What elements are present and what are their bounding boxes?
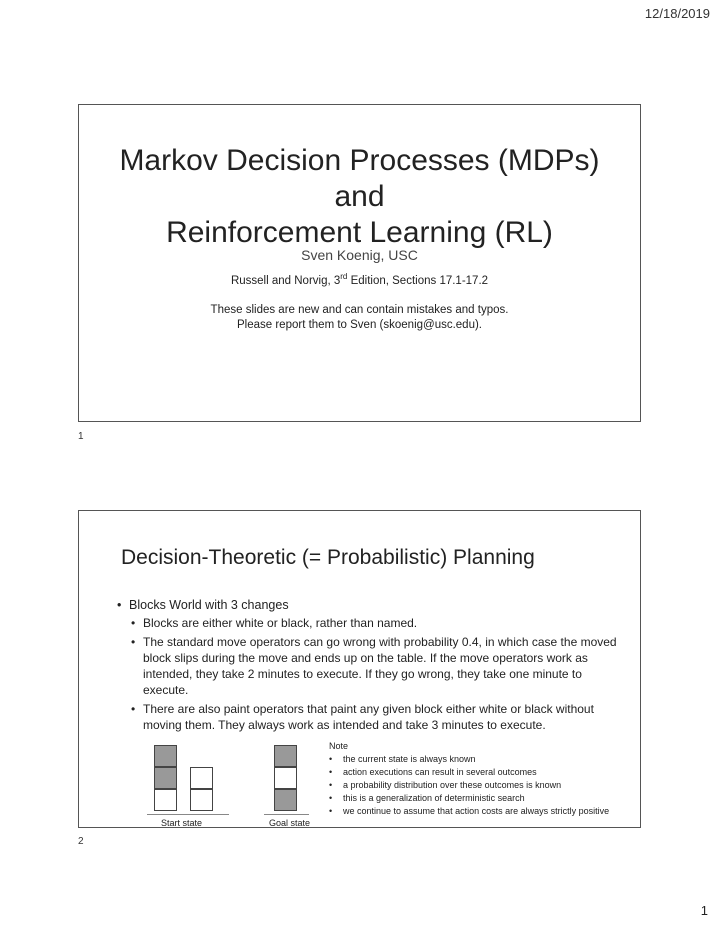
start-block-middle	[154, 767, 177, 789]
start-block-bottom-left	[154, 789, 177, 811]
print-date: 12/18/2019	[644, 6, 710, 21]
sub-bullet-2: • The standard move operators can go wrong with probability 0.4, in which case the moved block slips during the move and ends up on the table. If the move operators work as intended, they take 2 minutes to execute. If they go wrong, they take one minute to execute.	[117, 634, 627, 698]
page-number: 1	[700, 903, 708, 918]
sub-bullet-3: • There are also paint operators that paint any given block either white or black without moving them. They always work as intended and take 3 minutes to execute.	[117, 701, 627, 733]
note-item: • we continue to assume that action costs are always strictly positive	[329, 805, 639, 818]
start-table-line	[147, 814, 229, 815]
disclaimer-line-1: These slides are new and can contain mistakes and typos.	[210, 304, 509, 316]
textbook-reference	[79, 272, 640, 287]
start-block-upper-right	[190, 767, 213, 789]
note-title: Note	[329, 741, 349, 751]
reference-suffix: Edition, Sections 17.1-17.2	[347, 274, 489, 287]
goal-state-label: Goal state	[269, 818, 311, 828]
start-state-label: Start state	[161, 818, 203, 828]
start-block-top	[154, 745, 177, 767]
reference-prefix: Russell and Norvig, 3	[230, 274, 341, 287]
slide-2-title: Decision-Theoretic (= Probabilistic) Planning	[121, 546, 535, 569]
author-subtitle: Sven Koenig, USC	[301, 247, 418, 263]
goal-block-top	[274, 745, 297, 767]
reference-superscript: rd	[340, 272, 348, 281]
bullet-list	[117, 597, 627, 736]
slide-1-title	[79, 143, 640, 251]
note-box	[329, 740, 639, 818]
title-line-3: Reinforcement Learning (RL)	[166, 216, 553, 249]
goal-block-bottom	[274, 789, 297, 811]
slide-2	[78, 510, 641, 828]
goal-table-line	[264, 814, 309, 815]
slide-1-number: 1	[78, 431, 84, 442]
note-item: • a probability distribution over these outcomes is known	[329, 779, 639, 792]
note-item: • the current state is always known	[329, 753, 639, 766]
disclaimer-line-2: Please report them to Sven (skoenig@usc.edu).	[237, 319, 482, 331]
bullet-main: • Blocks World with 3 changes	[117, 597, 627, 613]
slide-1	[78, 104, 641, 422]
goal-block-middle	[274, 767, 297, 789]
note-item: • this is a generalization of deterministic search	[329, 792, 639, 805]
title-line-2: and	[334, 180, 385, 213]
start-block-bottom-right	[190, 789, 213, 811]
slide-2-number: 2	[78, 836, 84, 847]
title-line-1: Markov Decision Processes (MDPs)	[119, 144, 600, 177]
sub-bullet-1: • Blocks are either white or black, rather than named.	[117, 615, 627, 631]
disclaimer	[79, 303, 640, 333]
note-item: • action executions can result in several outcomes	[329, 766, 639, 779]
